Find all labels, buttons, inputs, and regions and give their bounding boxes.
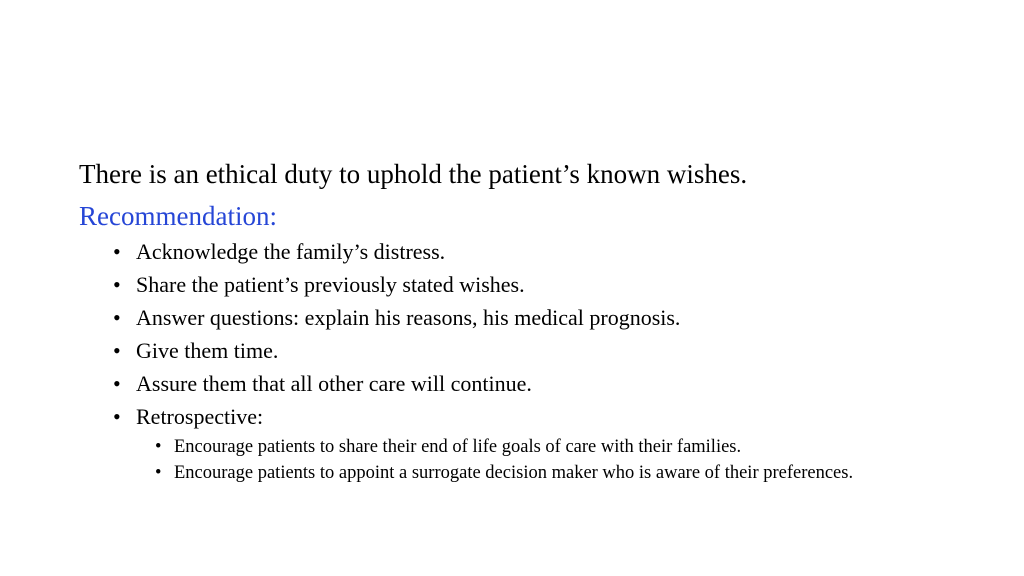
list-item xyxy=(113,301,959,334)
list-item xyxy=(113,334,959,367)
statement-text: There is an ethical duty to uphold the patient’s known wishes. xyxy=(79,159,748,189)
list-item xyxy=(113,400,959,485)
bullet-icon: • xyxy=(113,239,121,264)
sub-list-item xyxy=(136,462,874,485)
list-item xyxy=(113,367,959,400)
list-item-text: Give them time. xyxy=(136,338,279,363)
bullet-icon: • xyxy=(113,305,121,330)
bullet-icon: • xyxy=(155,437,162,457)
list-item xyxy=(113,268,959,301)
sub-list-item-text: Encourage patients to share their end of life goals of care with their families. xyxy=(174,437,742,457)
recommendation-heading: Recommendation: xyxy=(79,201,277,231)
bullet-icon: • xyxy=(113,272,121,297)
list-item-text: Answer questions: explain his reasons, his medical prognosis. xyxy=(136,305,681,330)
retrospective-sublist xyxy=(136,436,959,485)
slide-content xyxy=(79,155,959,485)
list-item-text: Retrospective: xyxy=(136,404,264,429)
bullet-icon: • xyxy=(113,404,121,429)
sub-list-item xyxy=(136,436,874,459)
list-item-text: Acknowledge the family’s distress. xyxy=(136,239,446,264)
list-item-text: Assure them that all other care will continue. xyxy=(136,371,532,396)
bullet-icon: • xyxy=(155,463,162,483)
recommendation-list xyxy=(79,235,959,485)
bullet-icon: • xyxy=(113,371,121,396)
bullet-icon: • xyxy=(113,338,121,363)
list-item xyxy=(113,235,959,268)
list-item-text: Share the patient’s previously stated wishes. xyxy=(136,272,525,297)
sub-list-item-text: Encourage patients to appoint a surrogate decision maker who is aware of their preferences. xyxy=(174,463,854,483)
